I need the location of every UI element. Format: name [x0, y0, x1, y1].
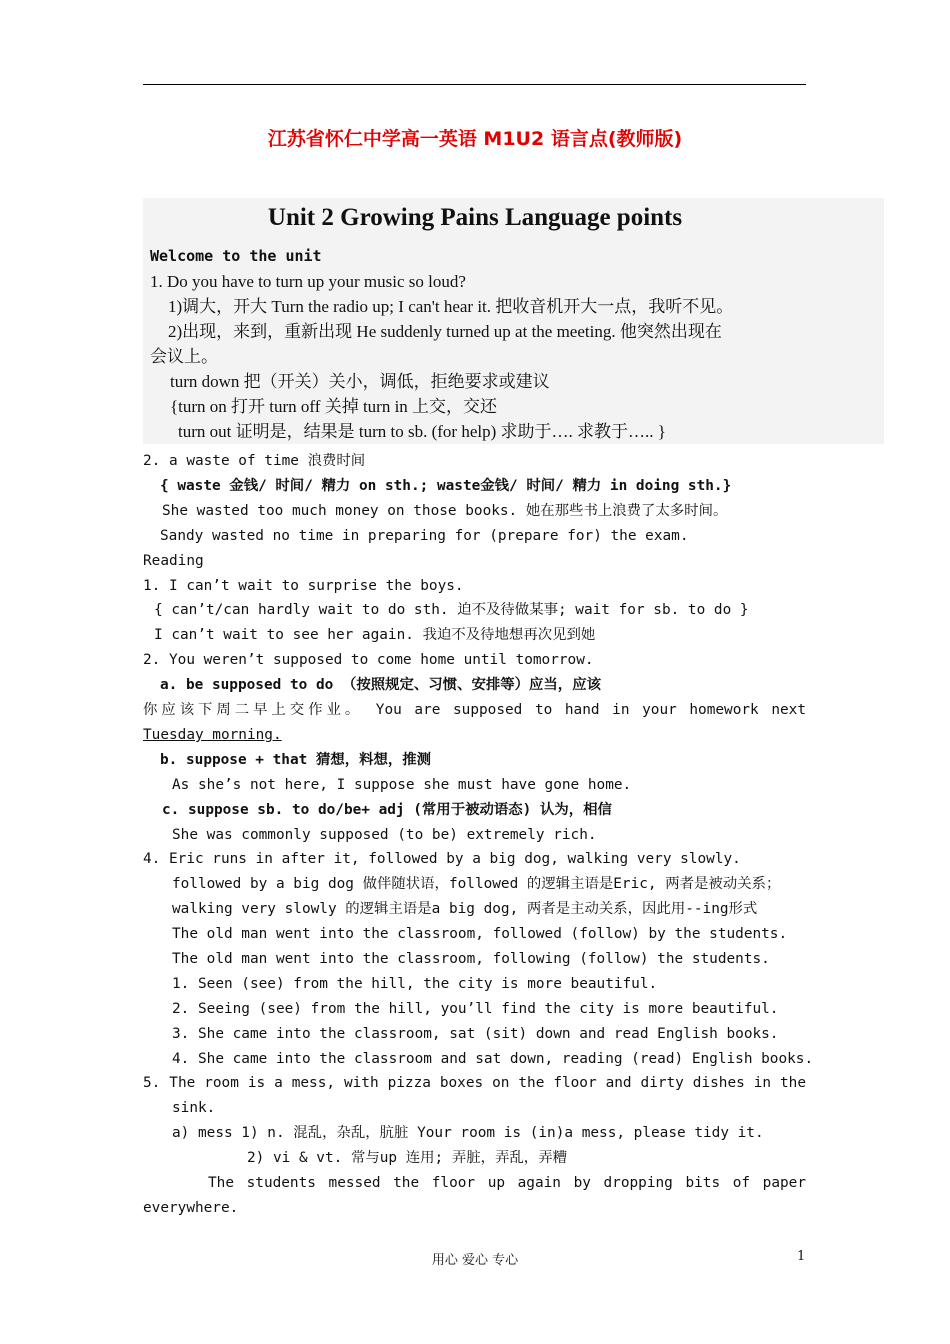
- reading-2-b: b. suppose + that 猜想，料想，推测: [160, 752, 432, 768]
- reading-1-sentence: 1. I can’t wait to surprise the boys.: [143, 578, 464, 594]
- phrase-turn-down: turn down 把（开关）关小，调低，拒绝要求或建议: [170, 372, 550, 391]
- reading-4-note-1: followed by a big dog 做伴随状语，followed 的逻辑主语是Eric, 两者是被动关系；: [172, 876, 781, 892]
- mess-verb: 2) vi & vt. 常与up 连用; 弄脏，弄乱，弄糟: [247, 1150, 567, 1166]
- reading-5-sentence: 5. The room is a mess, with pizza boxes on the floor and dirty dishes in the: [143, 1075, 806, 1091]
- reading-2-b-example: As she’s not here, I suppose she must have gone home.: [172, 777, 632, 793]
- page-number: 1: [797, 1249, 806, 1264]
- reading-5-sentence-cont: sink.: [172, 1100, 216, 1116]
- exercise-3: 3. She came into the classroom, sat (sit) down and read English books.: [172, 1026, 779, 1042]
- reading-1-example: I can’t wait to see her again. 我迫不及待地想再次见到她: [154, 627, 596, 643]
- document-title: 江苏省怀仁中学高一英语 M1U2 语言点(教师版): [267, 128, 683, 150]
- reading-4-sentence: 4. Eric runs in after it, followed by a big dog, walking very slowly.: [143, 851, 741, 867]
- reading-2-a: a. be supposed to do （按照规定、习惯、安排等）应当，应该: [160, 677, 601, 693]
- phrases-turn-on-off-in: {turn on 打开 turn off 关掉 turn in 上交，交还: [170, 397, 498, 416]
- item-2-example-1: She wasted too much money on those books. 她在那些书上浪费了太多时间。: [162, 503, 728, 519]
- item-1-sense-2-cont: 会议上。: [150, 347, 218, 366]
- item-1-question: 1. Do you have to turn up your music so loud?: [150, 272, 466, 291]
- section-welcome: Welcome to the unit: [150, 247, 322, 265]
- item-2-example-2: Sandy wasted no time in preparing for (prepare for) the exam.: [160, 528, 689, 544]
- section-reading: Reading: [143, 553, 204, 569]
- header-rule: [143, 84, 806, 85]
- mess-example-cont: everywhere.: [143, 1200, 239, 1216]
- item-2-heading: 2. a waste of time 浪费时间: [143, 453, 366, 469]
- mess-example: The students messed the floor up again by dropping bits of paper: [208, 1175, 806, 1191]
- item-1-sense-2: 2)出现，来到，重新出现 He suddenly turned up at the meeting. 他突然出现在: [168, 322, 722, 341]
- reading-2-a-example: 你应该下周二早上交作业。 You are supposed to hand in your homework next: [143, 702, 806, 718]
- item-1-sense-1: 1)调大，开大 Turn the radio up; I can't hear it. 把收音机开大一点，我听不见。: [168, 297, 734, 316]
- reading-4-example-2: The old man went into the classroom, following (follow) the students.: [172, 951, 770, 967]
- exercise-4: 4. She came into the classroom and sat down, reading (read) English books.: [172, 1051, 814, 1067]
- reading-2-c: c. suppose sb. to do/be+ adj (常用于被动语态) 认为，相信: [162, 802, 612, 818]
- reading-4-note-2: walking very slowly 的逻辑主语是a big dog, 两者是主动关系，因此用--ing形式: [172, 901, 758, 917]
- exercise-2: 2. Seeing (see) from the hill, you’ll find the city is more beautiful.: [172, 1001, 779, 1017]
- reading-2-c-example: She was commonly supposed (to be) extremely rich.: [172, 827, 597, 843]
- reading-2-a-example-cont: Tuesday morning.: [143, 727, 282, 743]
- page-footer: 用心 爱心 专心: [431, 1253, 519, 1268]
- exercise-1: 1. Seen (see) from the hill, the city is more beautiful.: [172, 976, 658, 992]
- unit-heading: Unit 2 Growing Pains Language points: [267, 204, 683, 231]
- phrases-turn-out-to: turn out 证明是，结果是 turn to sb. (for help) 求助于…. 求教于….. }: [178, 422, 666, 441]
- item-2-pattern: { waste 金钱/ 时间/ 精力 on sth.; waste金钱/ 时间/ 精力 in doing sth.}: [160, 478, 732, 494]
- mess-noun: a) mess 1) n. 混乱，杂乱，肮脏 Your room is (in)a mess, please tidy it.: [172, 1125, 764, 1141]
- reading-1-pattern: { can’t/can hardly wait to do sth. 迫不及待做某事; wait for sb. to do }: [154, 602, 749, 618]
- reading-2-sentence: 2. You weren’t supposed to come home until tomorrow.: [143, 652, 594, 668]
- reading-4-example-1: The old man went into the classroom, followed (follow) by the students.: [172, 926, 788, 942]
